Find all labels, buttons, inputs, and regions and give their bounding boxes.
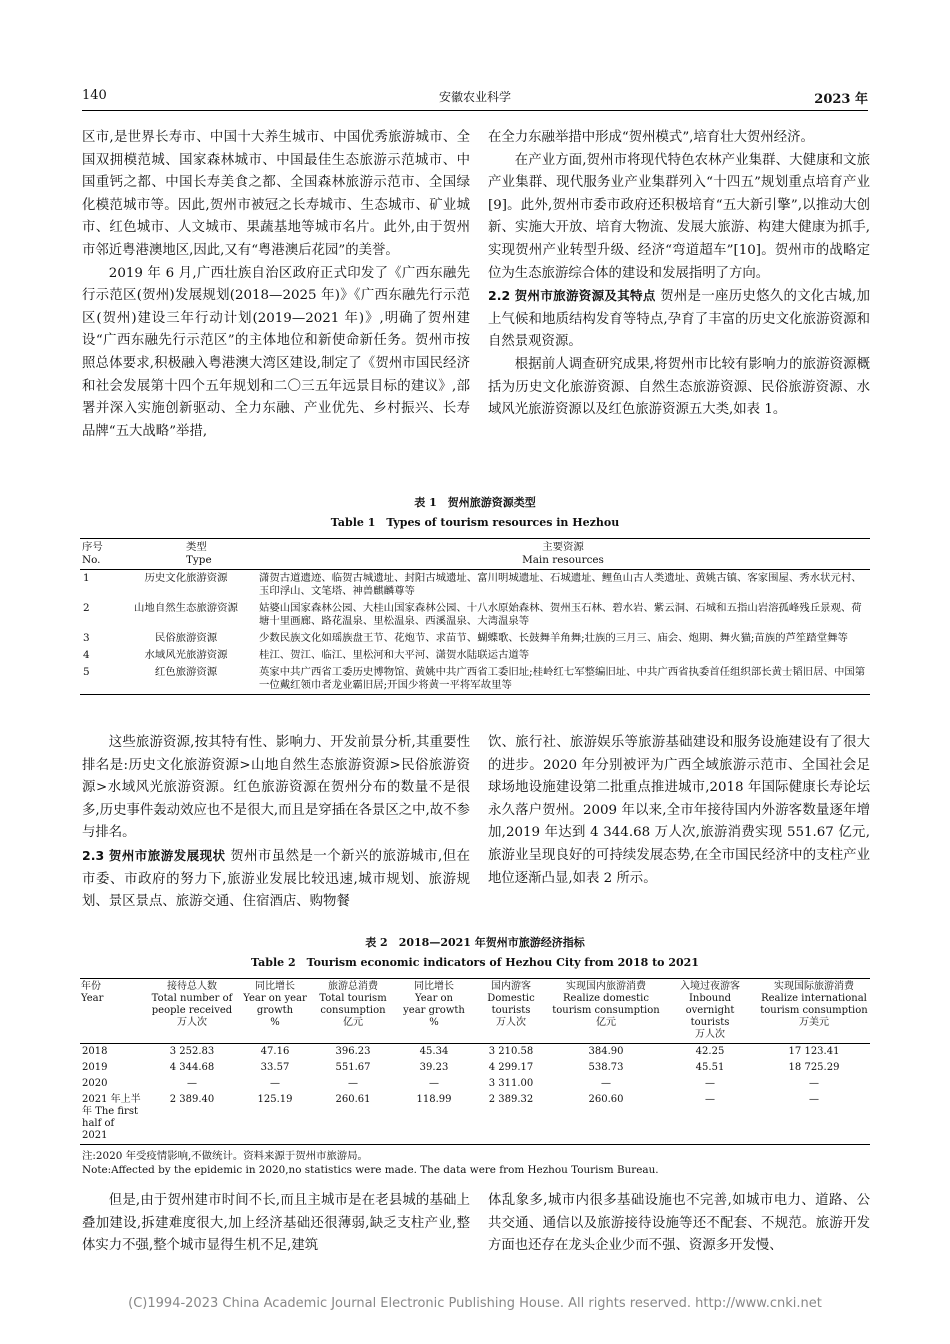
table1-cell-type: 红色旅游资源 — [154, 666, 218, 678]
table2-cell: 2 389.32 — [488, 1094, 534, 1105]
table2-cell: — — [705, 1078, 715, 1089]
table1-cell-type: 山地自然生态旅游资源 — [134, 602, 238, 614]
table2-caption-en: Table 2 Tourism economic indicators of Hezhou City from 2018 to 2021 — [251, 956, 699, 969]
table2-cell: 538.73 — [588, 1062, 624, 1073]
table2-header: 同比增长 Year on year growth % — [240, 979, 310, 1044]
table2-row — [80, 1092, 870, 1145]
table2-header: 实现国内旅游消费 Realize domestic tourism consumption 亿元 — [550, 979, 662, 1044]
table2-cell: — — [348, 1078, 358, 1089]
paragraph: 体乱象多,城市内很多基础设施也不完善,如城市电力、道路、公共交通、通信以及旅游接待设施等还不配套、不规范。旅游开发方面也还存在龙头企业少而不强、资源多开发慢、 — [488, 1193, 870, 1254]
table1 — [80, 538, 870, 695]
table2-cell: 39.23 — [419, 1062, 449, 1073]
table1-cell-resources: 潇贺古道遗迹、临贺古城遗址、封阳古城遗址、富川明城遗址、石城遗址、鲤鱼山古人类遗址、黄姚古镇、客家围屋、秀水状元村、玉印浮山、文笔塔、神兽麒麟尊等 — [259, 572, 862, 597]
table1-cell-no: 1 — [83, 572, 90, 584]
table2-cell: 17 123.41 — [788, 1046, 840, 1057]
table2-row — [80, 1076, 870, 1092]
table2-cell-year: 2018 — [82, 1046, 108, 1057]
table1-header: 类型 Type — [116, 539, 256, 570]
table2-header: 国内游客 Domestic tourists 万人次 — [472, 979, 550, 1044]
table1-cell-type: 历史文化旅游资源 — [144, 572, 228, 584]
table2-header: 同比增长 Year on year growth % — [396, 979, 472, 1044]
table2-header: 入境过夜游客 Inbound overnight tourists 万人次 — [662, 979, 758, 1044]
table1-cell-resources: 英家中共广西省工委历史博物馆、黄姚中共广西省工委旧址;桂岭红七军整编旧址、中共广西省执委首任组织部长黄士韬旧居、中国第一位戴红领巾者龙业霸旧居;开国少将黄一平将军故里等 — [259, 666, 866, 691]
journal-year: 2023 年 — [814, 92, 868, 107]
paragraph: 饮、旅行社、旅游娱乐等旅游基础建设和服务设施建设有了很大的进步。2020 年分别被评为广西全域旅游示范市、全国社会足球场地设施建设第二批重点推进城市,2018 年国际健康长寿论坛永久落户贺州。2009 年以来,全市年接待国内外游客数量逐年增加,2019 年达到 4 344.68 万人次,旅游消费实现 551.67 亿元,旅游业呈现良好的可持续发展态势,在全市国民经济中的支柱产业地位逐渐凸显,如表 2 所示。 — [488, 735, 870, 886]
table2-cell: 3 252.83 — [169, 1046, 215, 1057]
table1-header: 序号 No. — [80, 539, 116, 570]
right-column-bottom — [488, 1190, 870, 1258]
journal-name: 安徽农业科学 — [438, 90, 511, 104]
table2-cell: 2 389.40 — [169, 1094, 215, 1105]
table2-cell: — — [809, 1078, 819, 1089]
table2-header-row — [80, 979, 870, 1044]
table2-cell: 3 210.58 — [488, 1046, 534, 1057]
table2-header: 年份 Year — [80, 979, 144, 1044]
table2-cell: 45.51 — [695, 1062, 725, 1073]
running-header — [82, 88, 868, 111]
section-text: 贺州市虽然是一个新兴的旅游城市,但在市委、市政府的努力下,旅游业发展比较迅速,城市规划、旅游规划、景区景点、旅游交通、住宿酒店、购物餐 — [82, 848, 470, 910]
table2-cell: 260.61 — [335, 1094, 371, 1105]
section-number: 2.2 — [488, 288, 511, 304]
table2-cell: 4 299.17 — [488, 1062, 534, 1073]
table1-cell-no: 5 — [83, 666, 90, 678]
table2-note-en: Note:Affected by the epidemic in 2020,no statistics were made. The data were from Hezhou Tourism Bureau. — [82, 1164, 659, 1176]
copyright-footer: (C)1994-2023 China Academic Journal Electronic Publishing House. All rights reserved. http://www.cnki.net — [128, 1296, 822, 1311]
table2-cell: 42.25 — [695, 1046, 725, 1057]
table2-header: 实现国际旅游消费 Realize international tourism consumption 万美元 — [758, 979, 870, 1044]
table2-cell: — — [270, 1078, 280, 1089]
table2-cell: — — [705, 1094, 715, 1105]
table2-row — [80, 1044, 870, 1061]
table1-cell-type: 水域风光旅游资源 — [144, 649, 228, 661]
table1-caption-en: Table 1 Types of tourism resources in Hezhou — [330, 516, 620, 529]
table2-cell: 3 311.00 — [488, 1078, 534, 1089]
page-number: 140 — [82, 88, 107, 103]
table1-row — [80, 630, 870, 647]
table2 — [80, 978, 870, 1145]
table2-cell: — — [809, 1094, 819, 1105]
paragraph: 区市,是世界长寿市、中国十大养生城市、中国优秀旅游城市、全国双拥模范城、国家森林城市、中国最佳生态旅游示范城市、中国重钙之都、中国长寿美食之都、全国森林旅游示范市、全国绿化模范城市等。因此,贺州市被冠之长寿城市、生态城市、矿业城市、红色城市、人文城市、果蔬基地等城市名片。此外,由于贺州市邻近粤港澳地区,因此,又有“粤港澳后花园”的美誉。 — [82, 130, 470, 258]
table1-cell-no: 4 — [83, 649, 90, 661]
table2-cell: 396.23 — [335, 1046, 371, 1057]
section-title: 贺州市旅游资源及其特点 — [514, 288, 656, 304]
table1-cell-type: 民俗旅游资源 — [154, 632, 218, 644]
table1-row — [80, 570, 870, 601]
paragraph: 这些旅游资源,按其特有性、影响力、开发前景分析,其重要性排名是:历史文化旅游资源>山地自然生态旅游资源>民俗旅游资源>水域风光旅游资源。红色旅游资源在贺州分布的数量不是很多,历史事件轰动效应也不是很大,而且是穿插在各景区之中,故不参与排名。 — [82, 735, 470, 841]
paragraph: 在全力东融举措中形成“贺州模式”,培育壮大贺州经济。 — [488, 130, 814, 145]
table2-cell: 45.34 — [419, 1046, 449, 1057]
table2-cell-year: 2020 — [82, 1078, 108, 1089]
table2-header: 旅游总消费 Total tourism consumption 亿元 — [310, 979, 396, 1044]
right-column-top — [488, 127, 870, 422]
table2-cell-year: 2019 — [82, 1062, 108, 1073]
table2-cell: 551.67 — [335, 1062, 371, 1073]
table2-cell: 384.90 — [588, 1046, 624, 1057]
table2-cell: — — [429, 1078, 439, 1089]
table1-cell-resources: 桂江、贺江、临江、里松河和大平河、潇贺水陆联运古道等 — [259, 649, 530, 661]
table2-cell: 33.57 — [260, 1062, 290, 1073]
section-number: 2.3 — [82, 847, 105, 863]
table1-cell-resources: 姑婆山国家森林公园、大桂山国家森林公园、十八水原始森林、贺州玉石林、碧水岩、紫云洞、石城和五指山岩溶孤峰残丘景观、荷塘十里画廊、路花温泉、里松温泉、西溪温泉、大湾温泉等 — [259, 602, 862, 627]
left-column-middle — [82, 732, 470, 914]
table2-cell: 4 344.68 — [169, 1062, 215, 1073]
table2-row — [80, 1060, 870, 1076]
table2-cell: — — [187, 1078, 197, 1089]
table1-row — [80, 600, 870, 630]
table2-caption-cn: 表 2 2018—2021 年贺州市旅游经济指标 — [365, 936, 585, 949]
table1-cell-no: 3 — [83, 632, 90, 644]
table1-row — [80, 647, 870, 664]
paragraph: 在产业方面,贺州市将现代特色农林产业集群、大健康和文旅产业集群、现代服务业产业集群列入“十四五”规划重点培育产业[9]。此外,贺州市委市政府还积极培育“五大新引擎”,以推动大创新、实施大开放、培育大物流、发展大旅游、构建大健康为抓手,实现贺州产业转型升级、经济“弯道超车”[10]。贺州市的战略定位为生态旅游综合体的建设和发展指明了方向。 — [488, 152, 870, 281]
table2-cell: 18 725.29 — [788, 1062, 840, 1073]
left-column-top — [82, 127, 470, 443]
table2-note-cn: 注:2020 年受疫情影响,不做统计。资料来源于贺州市旅游局。 — [82, 1150, 368, 1162]
table2-cell: 47.16 — [260, 1046, 290, 1057]
paragraph: 根据前人调查研究成果,将贺州市比较有影响力的旅游资源概括为历史文化旅游资源、自然生态旅游资源、民俗旅游资源、水域风光旅游资源以及红色旅游资源五大类,如表 1。 — [488, 356, 870, 418]
section-2-2 — [488, 285, 870, 354]
section-title: 贺州市旅游发展现状 — [108, 847, 226, 863]
right-column-middle — [488, 732, 870, 890]
paragraph: 但是,由于贺州建市时间不长,而且主城市是在老县城的基础上叠加建设,拆建难度很大,加上经济基础还很薄弱,缺乏支柱产业,整体实力不强,整个城市显得生机不足,建筑 — [82, 1193, 470, 1254]
table1-header-row — [80, 539, 870, 570]
section-text: 贺州是一座历史悠久的文化古城,加上气候和地质结构发育等特点,孕育了丰富的历史文化旅游资源和自然景观资源。 — [488, 289, 870, 350]
table1-cell-resources: 少数民族文化如瑶族盘王节、花炮节、求苗节、蝴蝶歌、长鼓舞羊角舞;壮族的三月三、庙会、炮期、舞火猫;苗族的芦笙踏堂舞等 — [259, 632, 848, 644]
table2-cell: — — [601, 1078, 611, 1089]
table2-cell-year: 2021 年上半年 The first half of 2021 — [82, 1094, 141, 1141]
left-column-bottom — [82, 1190, 470, 1258]
table1-caption-cn: 表 1 贺州旅游资源类型 — [414, 496, 536, 509]
table2-cell: 260.60 — [588, 1094, 624, 1105]
table1-header: 主要资源 Main resources — [256, 539, 870, 570]
table1-cell-no: 2 — [83, 602, 90, 614]
table2-cell: 125.19 — [257, 1094, 293, 1105]
table2-header: 接待总人数 Total number of people received 万人次 — [144, 979, 240, 1044]
paragraph: 2019 年 6 月,广西壮族自治区政府正式印发了《广西东融先行示范区(贺州)发展规划(2018—2025 年)》《广西东融先行示范区(贺州)建设三年行动计划(2019—2021 年)》,明确了贺州建设“广西东融先行示范区”的主体地位和新使命新任务。贺州市按照总体要求,积极融入粤港澳大湾区建设,制定了《贺州市国民经济和社会发展第十四个五年规划和二〇三五年远景目标的建议》,部署并深入实施创新驱动、全力东融、产业优先、乡村振兴、长寿品牌“五大战略”举措, — [82, 265, 470, 439]
table2-cell: 118.99 — [416, 1094, 452, 1105]
table1-row — [80, 664, 870, 695]
section-2-3 — [82, 845, 470, 914]
